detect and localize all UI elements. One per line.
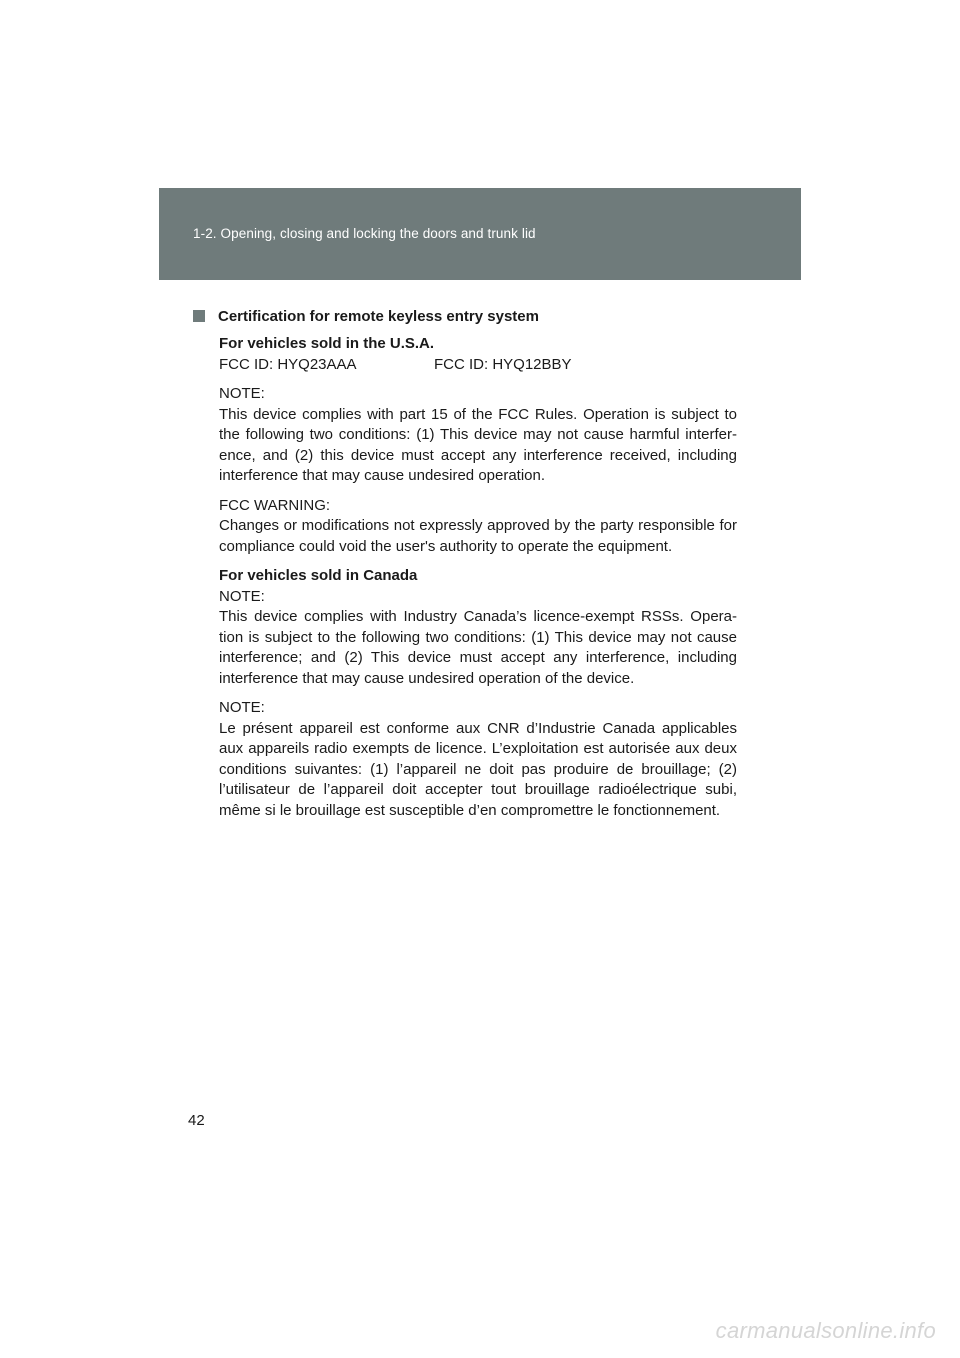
page-content [196,306,737,830]
canada-note [219,566,737,689]
canada-note-fr [219,698,737,821]
usa-info [219,334,737,375]
section-header-title: 1-2. Opening, closing and locking the doors and trunk lid [193,226,536,241]
section-heading [193,306,734,327]
section-heading-text: Certification for remote keyless entry system [218,308,539,325]
canada-title: For vehicles sold in Canada [219,567,418,584]
section-header-band [159,188,801,280]
usa-warning-text: Changes or modifications not expressly approved by the party responsible for compliance could void the user's authority to operate the equipment. [219,517,737,555]
canada-note-label: NOTE: [219,587,265,605]
canada-note-fr-text: Le présent appareil est conforme aux CNR d’Industrie Canada applicables aux appareils radio exempts de licence. L’exploitation est autorisée aux deux conditions suivantes: (1) l’appareil ne doit pas produire de brouillage; (2) l’utilisateur de l’appareil doit accepter tout brouillage radioélectrique subi, même si le brouillage est susceptible d’en compromettre le fonctionnement. [219,719,737,819]
usa-warning-label: FCC WARNING: [219,496,331,514]
usa-block [196,334,737,821]
fcc-id-row [219,355,737,376]
square-bullet-icon [193,310,205,322]
watermark: carmanualsonline.info [715,1318,936,1343]
usa-title: For vehicles sold in the U.S.A. [219,335,435,352]
page-number: 42 [188,1112,205,1129]
usa-note [219,384,737,487]
usa-note-label: NOTE: [219,385,265,402]
fcc-id-2: FCC ID: HYQ12BBY [434,355,572,373]
canada-note-text: This device complies with Industry Canada’s licence-exempt RSSs. Opera-tion is subject to the following two conditions: (1) This device may not cause interference; and (2) This device must accept any interference, including interference that may cause undesired operation of the device. [219,608,737,687]
fcc-id-1: FCC ID: HYQ23AAA [219,355,357,373]
usa-note-text: This device complies with part 15 of the FCC Rules. Operation is subject to the following two conditions: (1) This device may not cause harmful interfer-ence, and (2) this device must accept any interference received, including interference that may cause undesired operation. [219,405,737,484]
usa-warning [219,496,737,558]
canada-note-fr-label: NOTE: [219,699,265,716]
